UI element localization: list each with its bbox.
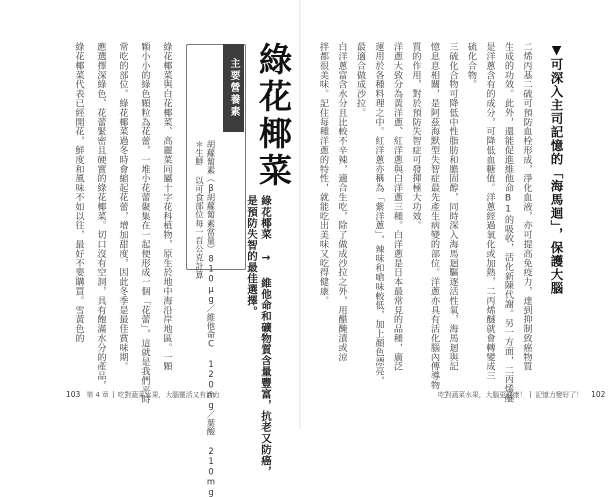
body-line: 綠花椰菜代表已經開花，鮮度和風味不如以往，最好不要購買。雪黃色的 bbox=[73, 42, 84, 343]
right-footer-section: 記憶力變好了！ bbox=[535, 391, 583, 399]
right-page-footer bbox=[438, 389, 609, 399]
footer-separator bbox=[530, 391, 531, 398]
chapter-number: 第 4 章 bbox=[86, 391, 109, 399]
body-line: 白洋蔥富含水分且比較不辛辣，適合生吃，除了做成沙拉之外，用醋醃漬或涼 bbox=[336, 42, 347, 362]
body-line: 二烯丙基二硫可預防血栓形成，淨化血液，亦可提高免疫力，達到抑制致癌物質 bbox=[521, 42, 532, 371]
body-line: 洋蔥大致分為黃洋蔥、紅洋蔥與白洋蔥三種。白洋蔥是日本最常見的品種，廣泛 bbox=[391, 42, 403, 371]
nutrition-label: 主要營養素 bbox=[223, 44, 244, 132]
section-heading: ▼可深入主司記憶的「海馬迴」，保護大腦 bbox=[549, 42, 564, 295]
body-line: 拌都很美味。記住每種洋蔥的特性，就能吃出美味又吃得健康。 bbox=[317, 42, 329, 306]
body-line: 質的作用，對於預防失智症可發揮極大功效。 bbox=[410, 42, 421, 230]
body-line: 最適合做成沙拉。 bbox=[354, 42, 366, 118]
nutrition-line: ＊生鮮 以可食部位每一百公克計算 bbox=[194, 140, 205, 280]
right-page-number: 102 bbox=[591, 390, 606, 399]
page-gutter bbox=[299, 0, 301, 429]
tagline bbox=[245, 195, 273, 477]
body-line: 運用於各種料理之中。紅洋蔥亦稱為「紫洋蔥」，辣味和嗆味較低，加上顏色漂亮， bbox=[373, 42, 384, 386]
body-line: 常吃的部位。綠花椰菜過冬時會縮起花蕾，增加甜度，因此冬季是最佳賞味期。 bbox=[117, 42, 128, 371]
body-line: 綠花椰菜與白花椰菜、高麗菜同屬十字花科植物，原生於地中海沿岸地區。一顆 bbox=[161, 42, 172, 371]
tagline-line: 綠花椰菜 → 維他命和礦物質含量豐富，抗老又防癌， bbox=[260, 195, 272, 477]
left-page-footer bbox=[66, 389, 220, 399]
body-line: 三硫化合物可降低中性脂肪和膽固醇，同時深入海馬迴驅逐活性氧，海馬迴與記 bbox=[447, 42, 458, 371]
tagline-line: 是預防失智的最佳選擇。 bbox=[246, 195, 258, 318]
nutrition-line: 胡蘿蔔素（β胡蘿蔔素當量）810μg／維他命C 120mg／葉酸 210mg bbox=[206, 140, 216, 497]
body-line: 硫化合物。 bbox=[465, 42, 477, 89]
chapter-title: 吃對蔬菜水果，大腦靈活又有活力 bbox=[117, 391, 220, 399]
body-line: 是洋蔥含有的成分，可降低血糖值。洋蔥經過氧化或加熱，二丙烯醚就會轉變成三 bbox=[484, 42, 495, 381]
body-line: 顆小小的綠色顆粒為花蕾，一堆小花蕾聚集在一起便形成一個「花蕾」，這就是我們平時 bbox=[139, 42, 150, 404]
right-footer-title: 吃對蔬菜水果，大腦更健康！ bbox=[438, 391, 527, 399]
nutrition-facts bbox=[193, 140, 216, 497]
body-line: 應選擇深綠色、花蕾緊密且硬實的綠花椰菜。切口沒有空洞，具有飽滿水分的產品， bbox=[95, 42, 106, 390]
footer-separator bbox=[113, 391, 114, 398]
page-title: 綠花椰菜 bbox=[254, 42, 293, 190]
body-line: 生成的功效。此外，還能促進維他命B1的吸收，活化新陳代謝。另一方面，二丙烯醚 bbox=[502, 42, 514, 403]
body-line: 憶息息相關，是阿茲海默型失智症最先產生病變的部位。洋蔥亦具有活化腦內傳導物 bbox=[428, 42, 440, 390]
left-page-number: 103 bbox=[66, 390, 81, 399]
